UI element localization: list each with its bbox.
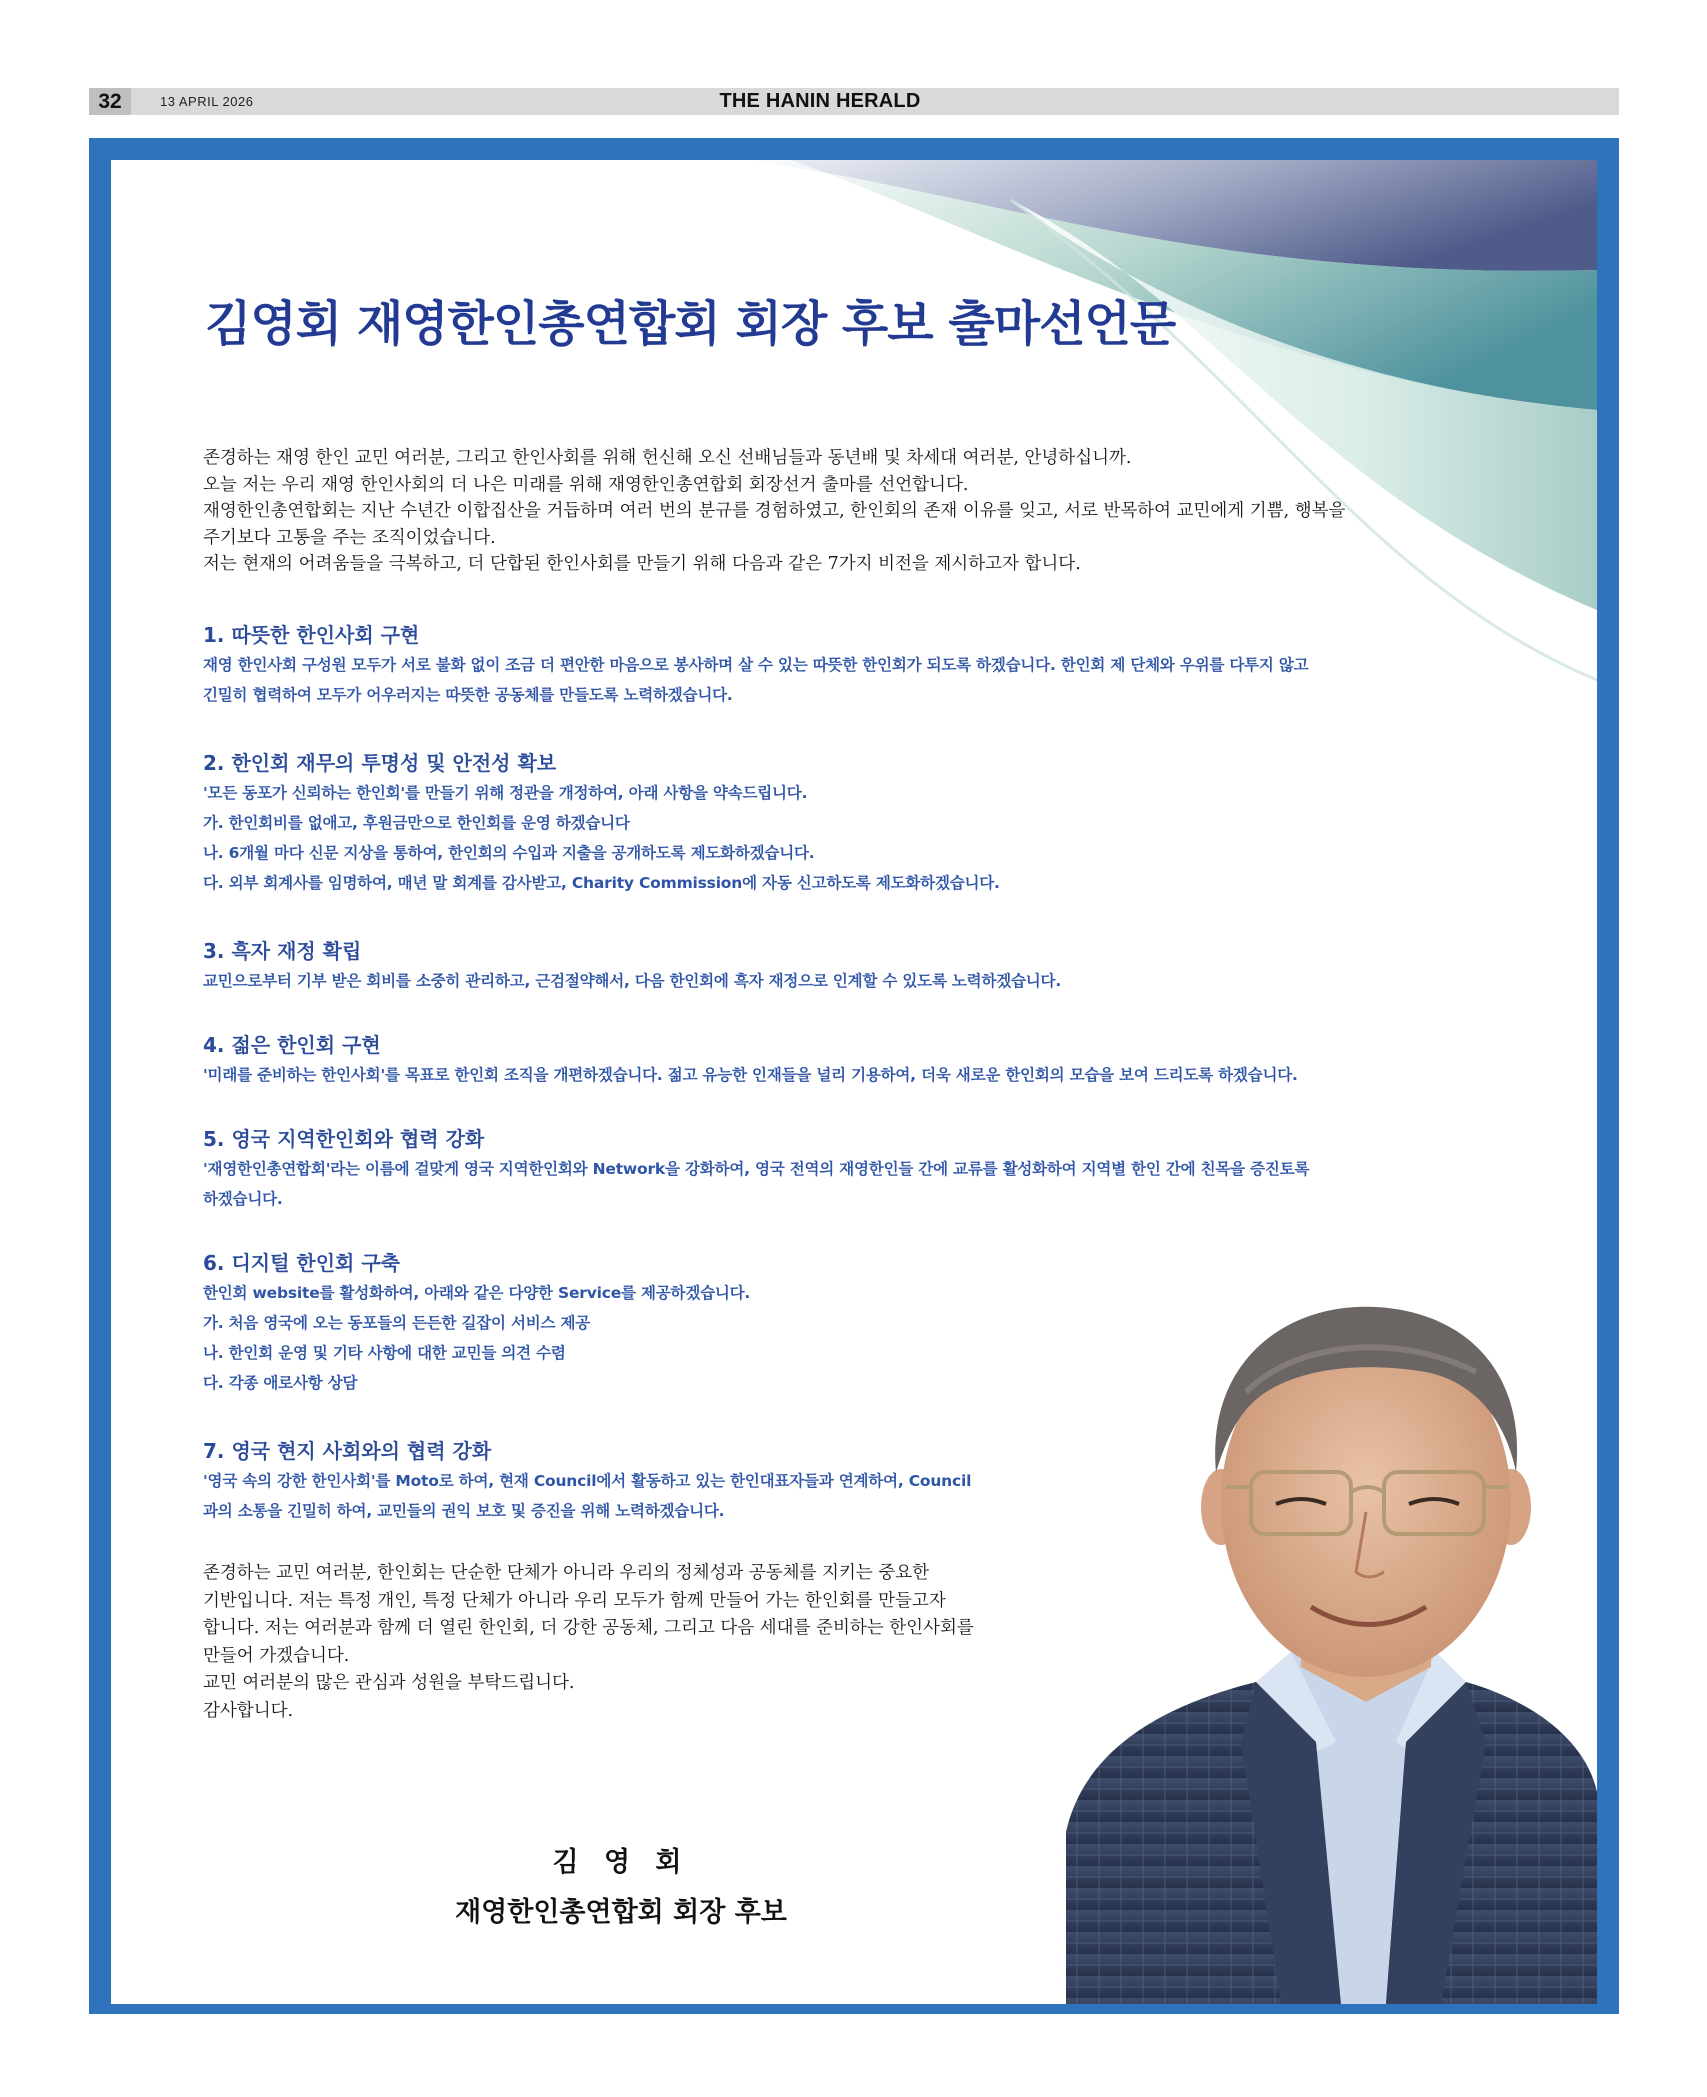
closing-line: 합니다. 저는 여러분과 함께 더 열린 한인회, 더 강한 공동체, 그리고 다음 세대를 준비하는 한인사회를 bbox=[203, 1618, 974, 1638]
vision-text: '영국 속의 강한 한인사회'를 Moto로 하여, 현재 Council에서 활동하고 있는 한인대표자들과 연계하여, Council bbox=[203, 1472, 972, 1490]
closing-line: 존경하는 교민 여러분, 한인회는 단순한 단체가 아니라 우리의 정체성과 공동체를 지키는 중요한 bbox=[203, 1563, 930, 1583]
vision-title: 5. 영국 지역한인회와 협력 강화 bbox=[203, 1127, 485, 1151]
page-title: 김영회 재영한인총연합회 회장 후보 출마선언문 bbox=[205, 296, 1176, 352]
vision-text: 하겠습니다. bbox=[203, 1190, 283, 1208]
vision-title: 4. 젊은 한인회 구현 bbox=[203, 1033, 381, 1057]
intro-line: 존경하는 재영 한인 교민 여러분, 그리고 한인사회를 위해 헌신해 오신 선배님들과 동년배 및 차세대 여러분, 안녕하십니까. bbox=[203, 448, 1132, 468]
candidate-name: 김 영 회 bbox=[552, 1847, 690, 1878]
vision-2 bbox=[203, 748, 1523, 898]
ad-panel bbox=[111, 160, 1597, 2004]
vision-text: '미래를 준비하는 한인사회'를 목표로 한인회 조직을 개편하겠습니다. 젊고 유능한 인재들을 널리 기용하여, 더욱 새로운 한인회의 모습을 보여 드리도록 하겠습니다. bbox=[203, 1066, 1298, 1084]
closing-line: 만들어 가겠습니다. bbox=[203, 1645, 350, 1666]
vision-text: 한인회 website를 활성화하여, 아래와 같은 다양한 Service를 제공하겠습니다. bbox=[203, 1284, 751, 1302]
intro-line: 저는 현재의 어려움들을 극복하고, 더 단합된 한인사회를 만들기 위해 다음과 같은 7가지 비전을 제시하고자 합니다. bbox=[203, 554, 1081, 574]
vision-text: '재영한인총연합회'라는 이름에 걸맞게 영국 지역한인회와 Network을 강화하여, 영국 전역의 재영한인들 간에 교류를 활성화하여 지역별 한인 간에 친목을 증진토록 bbox=[203, 1160, 1310, 1178]
closing-line: 교민 여러분의 많은 관심과 성원을 부탁드립니다. bbox=[203, 1673, 575, 1693]
vision-title: 2. 한인회 재무의 투명성 및 안전성 확보 bbox=[203, 751, 557, 775]
intro-line: 주기보다 고통을 주는 조직이었습니다. bbox=[203, 527, 496, 548]
vision-4 bbox=[203, 1030, 1523, 1090]
closing-line: 기반입니다. 저는 특정 개인, 특정 단체가 아니라 우리 모두가 함께 만들어 가는 한인회를 만들고자 bbox=[203, 1590, 946, 1611]
vision-title: 1. 따뜻한 한인사회 구현 bbox=[203, 623, 420, 647]
vision-text: 교민으로부터 기부 받은 회비를 소중히 관리하고, 근검절약해서, 다음 한인회에 흑자 재정으로 인계할 수 있도록 노력하겠습니다. bbox=[203, 972, 1062, 990]
vision-title: 3. 흑자 재정 확립 bbox=[203, 939, 362, 963]
vision-text: '모든 동포가 신뢰하는 한인회'를 만들기 위해 정관을 개정하여, 아래 사항을 약속드립니다. bbox=[203, 784, 808, 802]
closing-line: 감사합니다. bbox=[203, 1700, 294, 1721]
vision-title: 6. 디지털 한인회 구축 bbox=[203, 1251, 400, 1275]
candidate-photo bbox=[1066, 1272, 1597, 2004]
vision-text: 다. 각종 애로사항 상담 bbox=[203, 1374, 358, 1392]
page-number: 32 bbox=[89, 88, 131, 115]
vision-5 bbox=[203, 1124, 1523, 1214]
vision-text: 과의 소통을 긴밀히 하여, 교민들의 권익 보호 및 증진을 위해 노력하겠습니다. bbox=[203, 1502, 725, 1520]
vision-text: 긴밀히 협력하여 모두가 어우러지는 따뜻한 공동체를 만들도록 노력하겠습니다. bbox=[203, 686, 733, 704]
vision-1 bbox=[203, 620, 1523, 710]
intro-paragraph bbox=[203, 445, 1543, 578]
vision-text: 가. 처음 영국에 오는 동포들의 든든한 길잡이 서비스 제공 bbox=[203, 1314, 591, 1332]
vision-text: 가. 한인회비를 없애고, 후원금만으로 한인회를 운영 하겠습니다 bbox=[203, 814, 630, 832]
masthead: THE HANIN HERALD bbox=[719, 90, 921, 112]
closing-paragraph bbox=[203, 1560, 1203, 1725]
vision-3 bbox=[203, 936, 1523, 996]
vision-text: 다. 외부 회계사를 임명하여, 매년 말 회계를 감사받고, Charity Commission에 자동 신고하도록 제도화하겠습니다. bbox=[203, 874, 1000, 892]
vision-text: 나. 한인회 운영 및 기타 사항에 대한 교민들 의견 수렴 bbox=[203, 1344, 566, 1362]
vision-text: 재영 한인사회 구성원 모두가 서로 불화 없이 조금 더 편안한 마음으로 봉사하며 살 수 있는 따뜻한 한인회가 되도록 하겠습니다. 한인회 제 단체와 우위를 다투지 않고 bbox=[203, 656, 1309, 674]
candidate-title: 재영한인총연합회 회장 후보 bbox=[455, 1897, 787, 1928]
decorative-swoosh bbox=[111, 160, 1597, 700]
intro-line: 오늘 저는 우리 재영 한인사회의 더 나은 미래를 위해 재영한인총연합회 회장선거 출마를 선언합니다. bbox=[203, 474, 969, 495]
vision-title: 7. 영국 현지 사회와의 협력 강화 bbox=[203, 1439, 492, 1463]
intro-line: 재영한인총연합회는 지난 수년간 이합집산을 거듭하며 여러 번의 분규를 경험하였고, 한인회의 존재 이유를 잊고, 서로 반목하여 교민에게 기쁨, 행복을 bbox=[203, 501, 1346, 521]
vision-text: 나. 6개월 마다 신문 지상을 통하여, 한인회의 수입과 지출을 공개하도록 제도화하겠습니다. bbox=[203, 844, 815, 862]
issue-date: 13 APRIL 2026 bbox=[160, 94, 254, 109]
